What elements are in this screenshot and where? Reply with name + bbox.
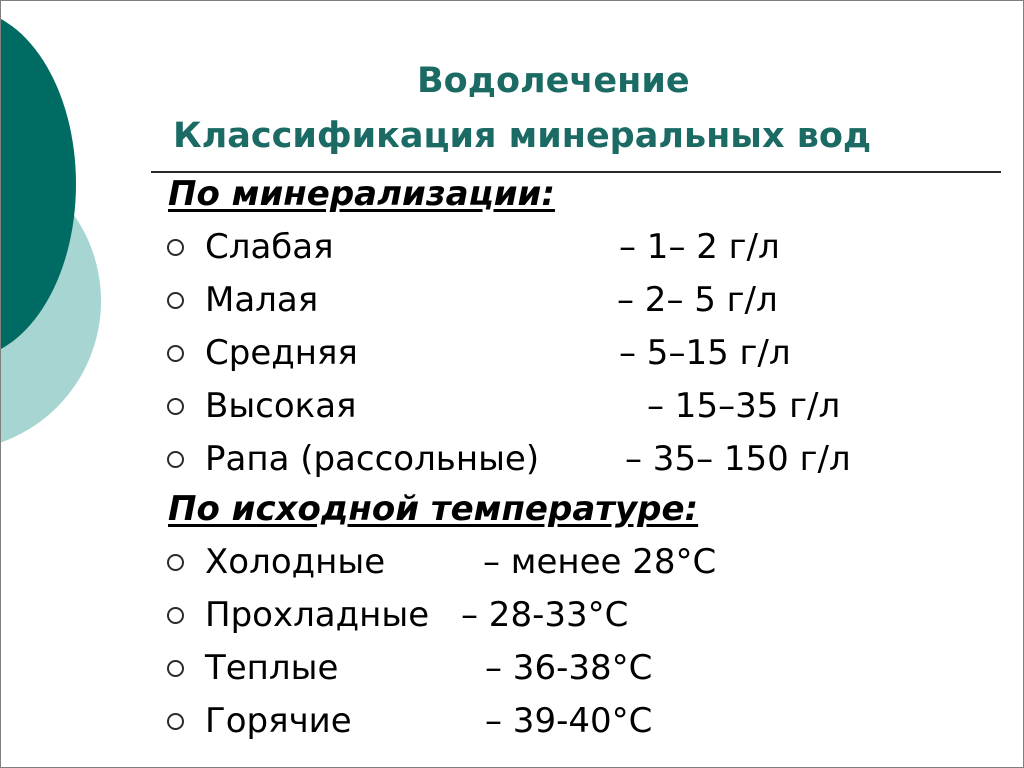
item-label: Высокая <box>205 386 357 426</box>
item-label: Теплые <box>205 648 339 688</box>
bullet-icon <box>167 398 184 415</box>
bullet-icon <box>167 451 184 468</box>
item-value: – 5–15 г/л <box>619 333 791 373</box>
item-label: Прохладные <box>205 595 430 635</box>
item-value: – 36-38°С <box>485 648 653 688</box>
item-value: – 39-40°С <box>485 701 653 741</box>
title-line-1: Водолечение <box>417 61 690 101</box>
item-label: Слабая <box>205 227 334 267</box>
bullet-icon <box>167 345 184 362</box>
item-value: – 28-33°С <box>461 595 629 635</box>
section-heading-mineralization: По минерализации: <box>168 174 555 214</box>
item-value: – 2– 5 г/л <box>617 280 778 320</box>
item-label: Рапа (рассольные) <box>205 439 540 479</box>
bullet-icon <box>167 713 184 730</box>
item-value: – 15–35 г/л <box>647 386 841 426</box>
item-value: – менее 28°С <box>483 542 717 582</box>
item-value: – 1– 2 г/л <box>619 227 780 267</box>
bullet-icon <box>167 292 184 309</box>
section-heading-temperature: По исходной температуре: <box>168 489 699 529</box>
item-label: Малая <box>205 280 319 320</box>
bullet-icon <box>167 239 184 256</box>
item-label: Горячие <box>205 701 352 741</box>
item-label: Холодные <box>205 542 386 582</box>
bullet-icon <box>167 607 184 624</box>
title-divider <box>151 171 1001 173</box>
item-label: Средняя <box>205 333 358 373</box>
item-value: – 35– 150 г/л <box>625 439 851 479</box>
bullet-icon <box>167 660 184 677</box>
title-line-2: Классификация минеральных вод <box>173 116 872 156</box>
bullet-icon <box>167 554 184 571</box>
